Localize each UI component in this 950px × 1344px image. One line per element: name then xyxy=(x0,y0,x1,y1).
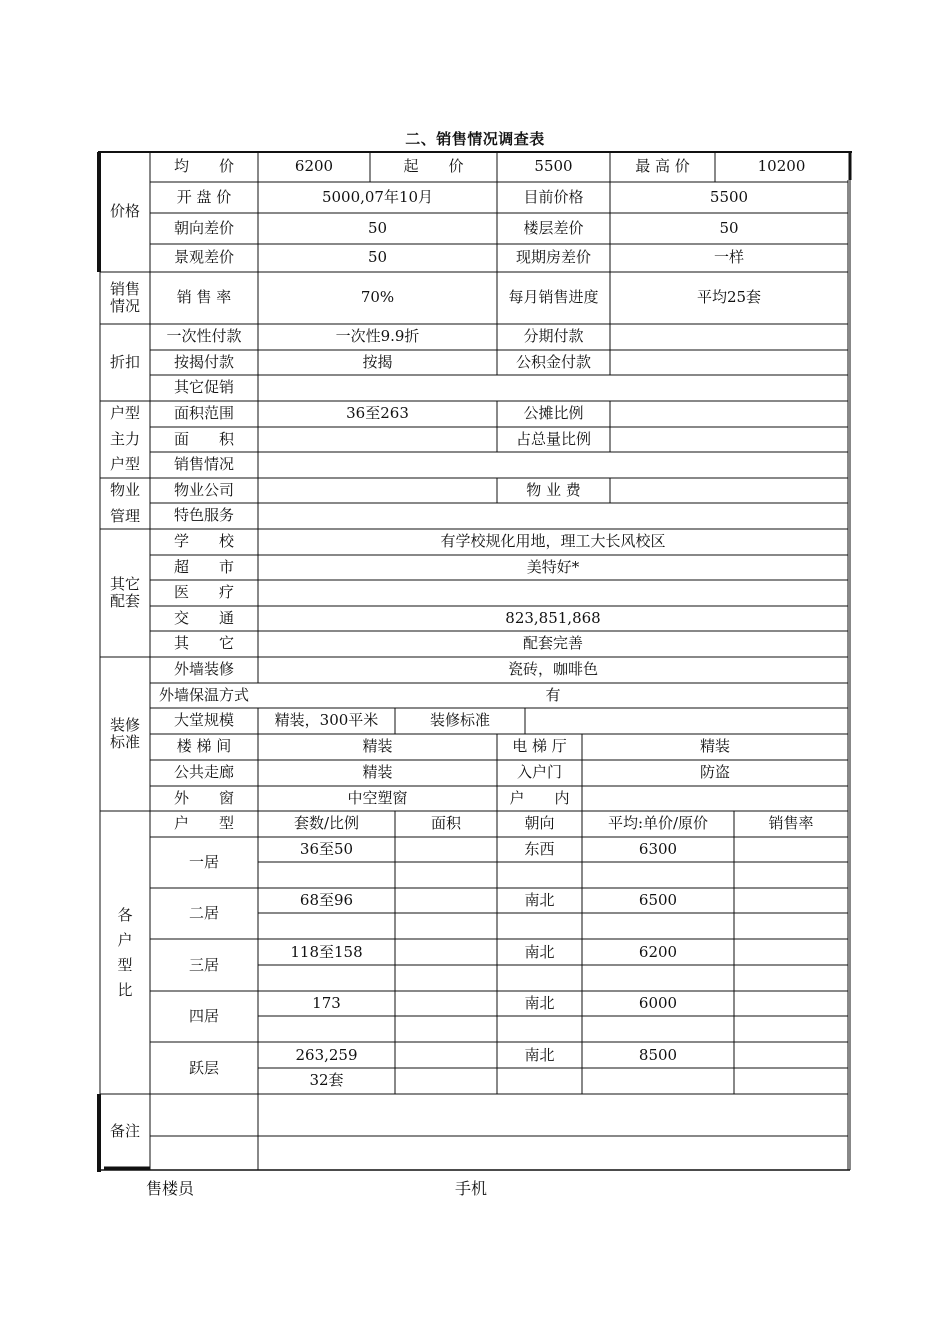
unit-row-count: 173 xyxy=(312,994,341,1012)
page-title: 二、销售情况调查表 xyxy=(405,130,545,148)
unit-row-orientation: 南北 xyxy=(524,890,555,909)
opening-price-value: 5000,07年10月 xyxy=(321,187,434,206)
ready-diff-value: 一样 xyxy=(713,248,744,267)
total-ratio-value xyxy=(610,427,848,452)
housing-fund-value xyxy=(610,350,848,375)
max-price-value: 10200 xyxy=(757,157,806,176)
unit-row-type: 一居 xyxy=(188,852,219,871)
unit-row-price: 6200 xyxy=(638,942,678,961)
corridor-label: 公共走廊 xyxy=(173,763,234,782)
avg-price-value: 6200 xyxy=(294,157,334,176)
main-area-label: 面 积 xyxy=(173,429,234,448)
unit-row-orientation: 南北 xyxy=(524,993,555,1012)
unit-row-rate xyxy=(734,940,848,965)
unit-row-rate xyxy=(734,888,848,913)
lobby-label: 大堂规模 xyxy=(173,711,234,730)
main-sales-value xyxy=(258,452,848,478)
area-range-label: 面积范围 xyxy=(173,404,234,423)
sales-section-label: 销售 情况 xyxy=(109,279,140,315)
mortgage-value: 按揭 xyxy=(362,352,393,371)
property-company-label: 物业公司 xyxy=(173,480,234,499)
main-area-value xyxy=(258,427,497,452)
orientation-diff-label: 朝向差价 xyxy=(173,218,234,237)
decoration-standard-value xyxy=(525,708,848,734)
market-facility-value: 美特好* xyxy=(526,557,580,576)
units-header-3: 朝向 xyxy=(524,814,555,833)
current-price-value: 5500 xyxy=(709,187,749,206)
decoration-standard-label: 装修标准 xyxy=(429,711,490,730)
monthly-progress-label: 每月销售进度 xyxy=(508,288,599,307)
sales-rate-label: 销 售 率 xyxy=(176,288,232,307)
facade-value: 瓷砖，咖啡色 xyxy=(507,660,598,679)
lobby-value: 精装，300平米 xyxy=(274,711,379,730)
unit-row-rate xyxy=(734,991,848,1016)
start-price-label: 起 价 xyxy=(403,157,464,176)
other-facility-label: 其 它 xyxy=(173,634,234,653)
unit-row-orientation: 南北 xyxy=(524,942,555,961)
avg-price-label: 均 价 xyxy=(173,157,234,176)
phone-label: 手机 xyxy=(455,1179,488,1198)
monthly-progress-value: 平均25套 xyxy=(696,288,762,307)
units-header-0: 户 型 xyxy=(173,814,234,833)
property-fee-value xyxy=(610,478,848,503)
unit-row-area xyxy=(395,888,497,913)
sales-rate-value: 70% xyxy=(360,288,395,307)
other-facility-value: 配套完善 xyxy=(522,634,583,653)
unit-row-area xyxy=(395,1043,497,1068)
lump-sum-label: 一次性付款 xyxy=(166,327,242,346)
view-diff-label: 景观差价 xyxy=(173,248,234,267)
unit-row-orientation: 东西 xyxy=(524,839,555,858)
main-sales-label: 销售情况 xyxy=(173,455,234,474)
unit-row-count-2 xyxy=(258,862,395,888)
other-promo-value xyxy=(258,375,848,401)
share-ratio-value xyxy=(610,401,848,427)
seller-label: 售楼员 xyxy=(146,1179,195,1198)
special-service-value xyxy=(258,503,848,529)
share-ratio-label: 公摊比例 xyxy=(523,404,584,423)
unit-row-count-2 xyxy=(258,965,395,991)
traffic-facility-label: 交 通 xyxy=(173,608,234,627)
traffic-facility-value: 823,851,868 xyxy=(505,608,601,627)
unit-row-price: 6000 xyxy=(638,993,678,1012)
floor-diff-value: 50 xyxy=(719,218,739,237)
window-value: 中空塑窗 xyxy=(347,788,408,807)
school-facility-label: 学 校 xyxy=(173,532,234,551)
stairwell-label: 楼 梯 间 xyxy=(176,737,232,756)
unit-row-count-2: 32套 xyxy=(309,1071,344,1090)
mortgage-label: 按揭付款 xyxy=(173,352,234,371)
facilities-section-label: 其它 配套 xyxy=(109,574,140,610)
insulation-label: 外墙保温方式 xyxy=(158,685,249,704)
corridor-value: 精装 xyxy=(362,763,393,782)
elevator-hall-label: 电 梯 厅 xyxy=(512,737,567,756)
units-section-label: 各 户 型 比 xyxy=(117,905,133,999)
unit-row-price: 6300 xyxy=(638,839,678,858)
elevator-hall-value: 精装 xyxy=(699,737,730,756)
unit-row-count: 118至158 xyxy=(290,943,363,961)
unit-row-area xyxy=(395,991,497,1016)
school-facility-value: 有学校规化用地，理工大长风校区 xyxy=(440,532,666,551)
remarks-section-label: 备注 xyxy=(109,1122,140,1141)
unit-row-type: 三居 xyxy=(188,955,219,974)
market-facility-label: 超 市 xyxy=(173,557,234,576)
property-section-label: 物业 管理 xyxy=(109,481,140,525)
unit-row-orientation: 南北 xyxy=(524,1045,555,1064)
unit-row-count: 68至96 xyxy=(299,891,354,909)
total-ratio-label: 占总量比例 xyxy=(515,429,591,448)
medical-facility-value xyxy=(258,580,848,606)
area-range-value: 36至263 xyxy=(346,404,409,423)
lump-sum-value: 一次性9.9折 xyxy=(335,327,420,346)
medical-facility-label: 医 疗 xyxy=(173,583,234,602)
orientation-diff-value: 50 xyxy=(367,218,388,237)
property-company-value xyxy=(258,478,497,503)
unit-row-type: 跃层 xyxy=(188,1058,219,1077)
floor-diff-label: 楼层差价 xyxy=(523,218,584,237)
units-header-1: 套数/比例 xyxy=(293,814,360,833)
window-label: 外 窗 xyxy=(173,788,234,807)
other-promo-label: 其它促销 xyxy=(173,378,234,397)
unit-row-count: 36至50 xyxy=(299,840,354,858)
units-header-4: 平均:单价/原价 xyxy=(607,814,709,833)
discount-section-label: 折扣 xyxy=(109,352,140,371)
stairwell-value: 精装 xyxy=(362,737,393,756)
special-service-label: 特色服务 xyxy=(173,506,234,525)
unit-row-area xyxy=(395,940,497,965)
installment-label: 分期付款 xyxy=(523,327,584,346)
view-diff-value: 50 xyxy=(367,248,388,267)
property-fee-label: 物 业 费 xyxy=(526,480,581,499)
price-section-label: 价格 xyxy=(109,202,140,221)
unit-row-count: 263,259 xyxy=(295,1046,358,1064)
unit-row-area xyxy=(395,837,497,862)
unit-row-price: 6500 xyxy=(638,890,678,909)
current-price-label: 目前价格 xyxy=(523,187,584,206)
unit-row-count-2 xyxy=(258,1016,395,1042)
indoor-label: 户 内 xyxy=(509,788,570,807)
unit-row-type: 四居 xyxy=(188,1006,219,1025)
decoration-section-label: 装修 标准 xyxy=(109,715,140,751)
max-price-label: 最 高 价 xyxy=(635,157,690,176)
units-header-5: 销售率 xyxy=(768,814,814,833)
insulation-value: 有 xyxy=(545,685,561,704)
unit-row-rate xyxy=(734,1043,848,1068)
installment-value xyxy=(610,324,848,350)
unit-row-count-2 xyxy=(258,913,395,939)
ready-diff-label: 现期房差价 xyxy=(515,248,591,267)
facade-label: 外墙装修 xyxy=(173,660,234,679)
entry-door-label: 入户门 xyxy=(516,763,562,782)
housing-fund-label: 公积金付款 xyxy=(515,352,591,371)
entry-door-value: 防盗 xyxy=(699,763,730,782)
unit-row-rate xyxy=(734,837,848,862)
unit-row-type: 二居 xyxy=(188,903,219,922)
units-header-2: 面积 xyxy=(430,814,461,833)
start-price-value: 5500 xyxy=(534,157,573,176)
opening-price-label: 开 盘 价 xyxy=(176,187,232,206)
unit-main-section-label: 户型 主力 户型 xyxy=(109,404,140,474)
unit-row-price: 8500 xyxy=(638,1045,678,1064)
indoor-value xyxy=(582,786,848,811)
